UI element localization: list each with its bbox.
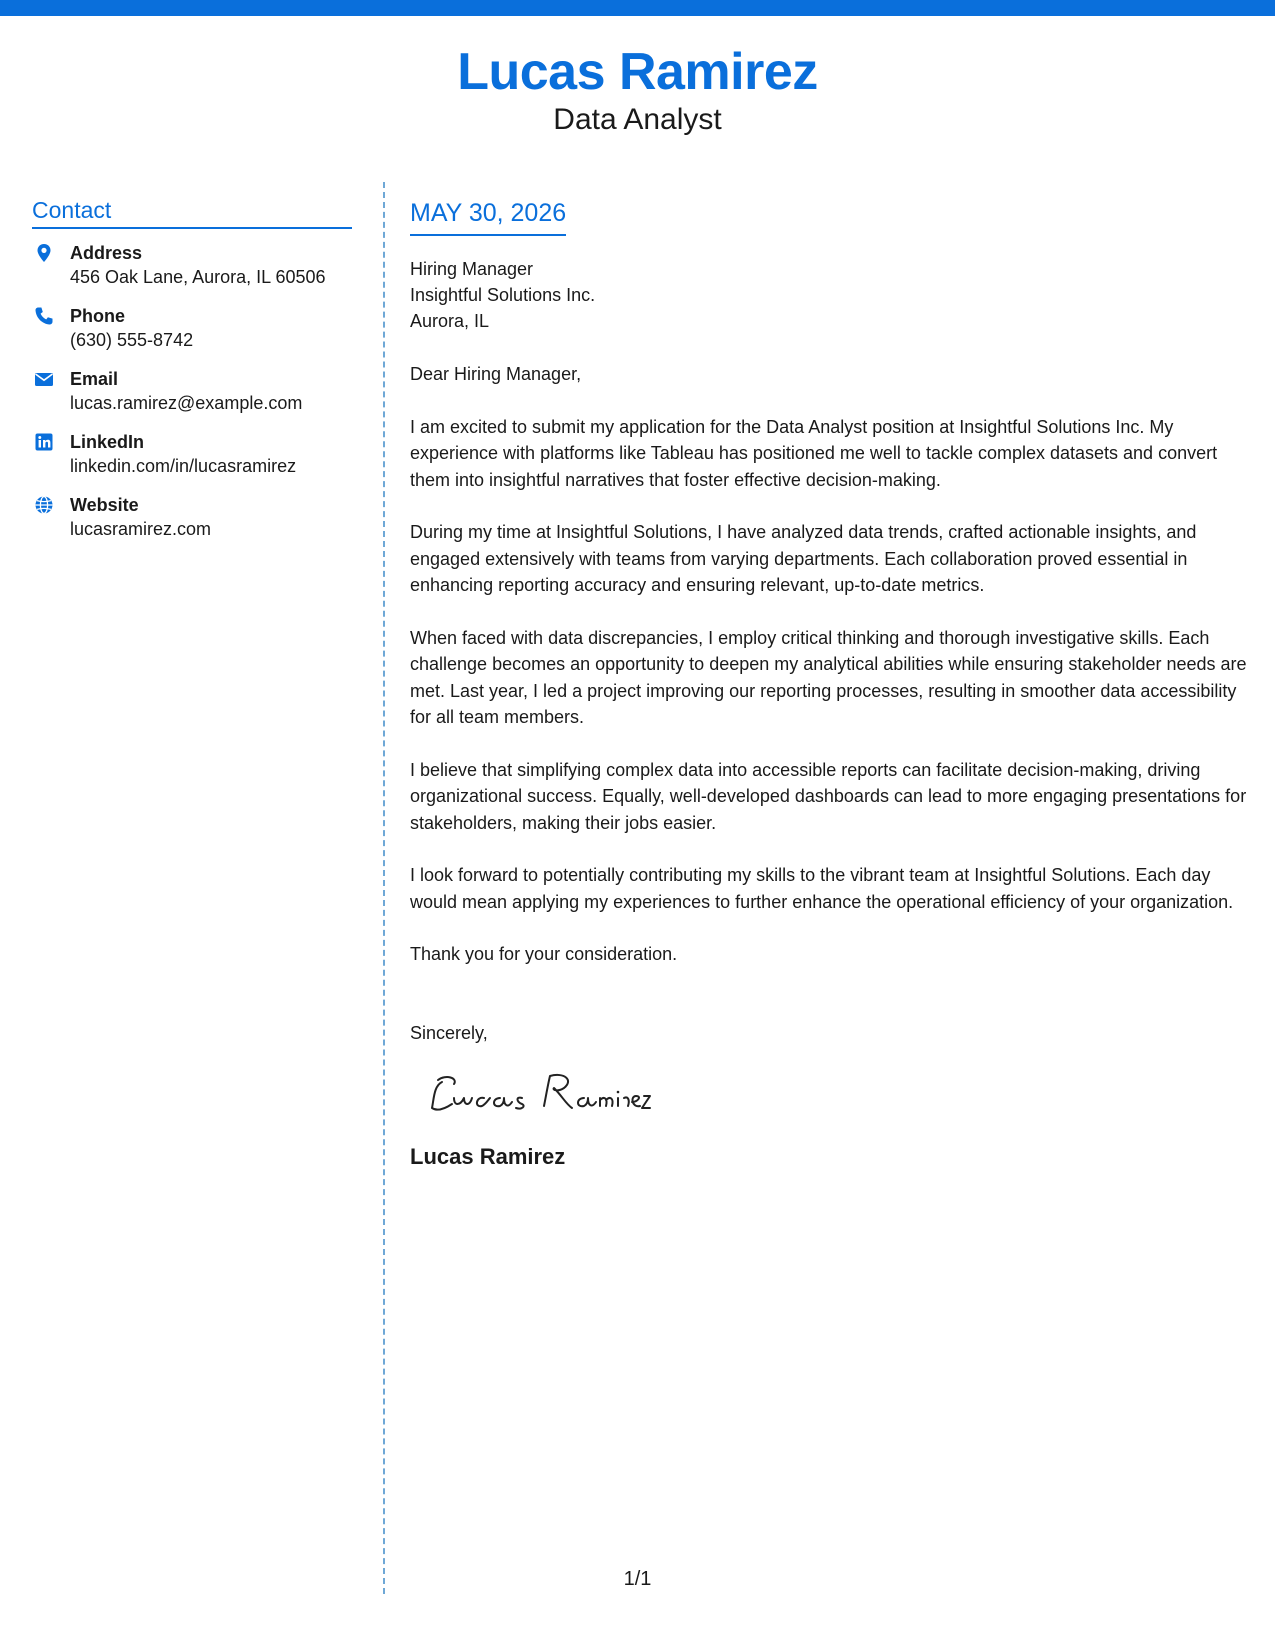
contact-label: Address xyxy=(70,243,143,263)
recipient-location: Aurora, IL xyxy=(410,311,490,331)
contact-item-address xyxy=(32,241,352,304)
map-pin-icon xyxy=(34,243,54,263)
salutation: Dear Hiring Manager, xyxy=(410,364,582,384)
candidate-role: Data Analyst xyxy=(553,103,722,136)
letter-date: MAY 30, 2026 xyxy=(410,196,566,236)
header xyxy=(0,40,1275,138)
contact-label: Website xyxy=(70,495,139,515)
contact-value: (630) 555-8742 xyxy=(70,330,194,350)
letter-closing: Sincerely, xyxy=(410,1022,488,1043)
candidate-name: Lucas Ramirez xyxy=(457,43,818,101)
contact-item-phone xyxy=(32,304,352,367)
top-accent-bar xyxy=(0,0,1275,16)
letter-body xyxy=(410,196,1250,1172)
letter-paragraph: I believe that simplifying complex data into accessible reports can facilitate decision-making, driving organizational success. Equally, well-developed dashboards can lead to more engaging presentations for stakeholders, making their jobs easier. xyxy=(410,759,1247,833)
contact-heading: Contact xyxy=(32,196,352,229)
letter-paragraph: I am excited to submit my application for the Data Analyst position at Insightful Solutions Inc. My experience with platforms like Tableau has positioned me well to tackle complex datasets and convert them into insightful narratives that foster effective decision-making. xyxy=(410,416,1218,490)
linkedin-icon xyxy=(34,432,54,452)
contact-value: 456 Oak Lane, Aurora, IL 60506 xyxy=(70,267,326,287)
letter-paragraph: During my time at Insightful Solutions, I have analyzed data trends, crafted actionable insights, and engaged extensively with teams from varying departments. Each collaboration proved essential in enhancing reporting accuracy and ensuring relevant, up-to-date metrics. xyxy=(410,522,1197,595)
contact-value: lucas.ramirez@example.com xyxy=(70,393,303,413)
envelope-icon xyxy=(34,369,54,389)
contact-label: LinkedIn xyxy=(70,432,145,452)
contact-value: lucasramirez.com xyxy=(70,519,212,539)
phone-icon xyxy=(34,306,54,326)
contact-list xyxy=(32,241,352,556)
contact-sidebar xyxy=(32,196,352,556)
globe-icon xyxy=(34,495,54,515)
contact-value: linkedin.com/in/lucasramirez xyxy=(70,456,297,476)
column-divider xyxy=(383,182,385,1594)
contact-item-linkedin xyxy=(32,430,352,493)
recipient-company: Insightful Solutions Inc. xyxy=(410,285,596,305)
letter-paragraph: When faced with data discrepancies, I employ critical thinking and thorough investigative skills. Each challenge becomes an opportunity to deepen my analytical abilities while ensuring stakeholder needs are met. Last year, I led a project improving our reporting processes, resulting in smoother data accessibility for all team members. xyxy=(410,627,1247,727)
signer-name: Lucas Ramirez xyxy=(410,1144,566,1169)
contact-item-website xyxy=(32,493,352,556)
handwritten-signature xyxy=(424,1068,1250,1128)
recipient-block xyxy=(410,256,1250,334)
recipient-title: Hiring Manager xyxy=(410,259,534,279)
contact-item-email xyxy=(32,367,352,430)
letter-paragraph: I look forward to potentially contributing my skills to the vibrant team at Insightful Solutions. Each day would mean applying my experiences to further enhance the operational efficiency of your organization. xyxy=(410,865,1234,912)
page-number: 1/1 xyxy=(623,1568,652,1590)
letter-paragraph: Thank you for your consideration. xyxy=(410,944,678,964)
contact-label: Email xyxy=(70,369,119,389)
contact-label: Phone xyxy=(70,306,126,326)
